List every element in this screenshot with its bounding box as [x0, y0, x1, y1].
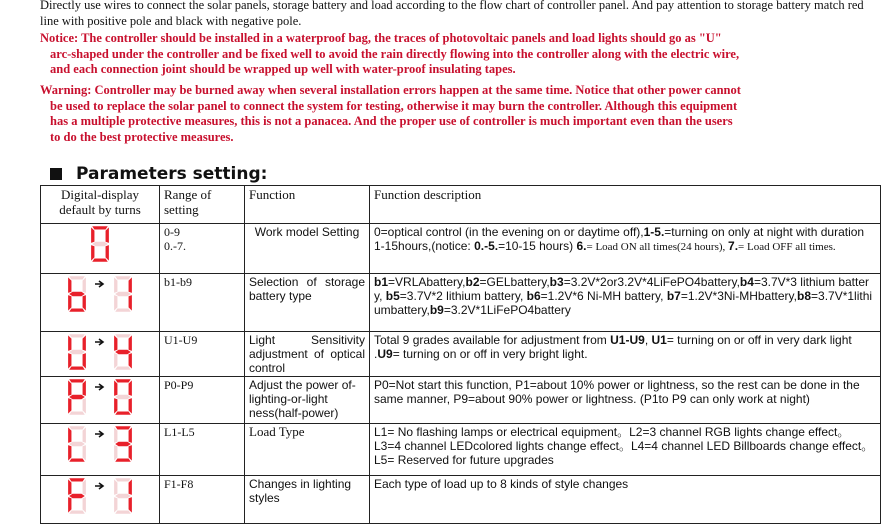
segment-digit-icon: [86, 224, 114, 264]
segment: [115, 478, 131, 481]
description-cell: [370, 274, 881, 332]
segment: [115, 350, 131, 354]
segment: [68, 277, 71, 293]
segment-digit-icon: [63, 424, 91, 464]
notice-line: arc-shaped under the controller and be fixed well to avoid the rain directly flowing into the controller along with the electric wire,: [50, 46, 740, 61]
segment: [83, 353, 86, 369]
segment: [69, 292, 85, 296]
segment: [69, 395, 85, 399]
segment: [68, 427, 71, 443]
function-cell: Load Type: [245, 424, 370, 476]
table-row: [41, 377, 881, 424]
segment: [115, 494, 131, 498]
segment: [115, 426, 131, 429]
desc-key: 7.: [728, 239, 739, 253]
desc-text: Total 9 grades available for adjustment from: [374, 333, 611, 347]
warning-line: to do the best protective measures.: [50, 129, 234, 144]
segment: [69, 411, 85, 414]
desc-text: =GELbattery,: [479, 275, 550, 289]
description-cell: Each type of load up to 8 kinds of style changes: [370, 476, 881, 524]
segment: [69, 426, 85, 429]
desc-key: b4: [739, 275, 754, 289]
seven-segment-display: [41, 274, 159, 314]
segment: [129, 497, 132, 513]
desc-key: 0.-5.: [474, 239, 499, 253]
segment: [69, 494, 85, 498]
segment: [114, 277, 117, 293]
description-cell: [370, 332, 881, 377]
warning-line: Warning: Controller may be burned away when several installation errors happen at the same time. Notice that other power cannot: [40, 83, 741, 97]
segment: [114, 479, 117, 495]
table-header-row: [41, 186, 881, 224]
segment: [114, 295, 117, 311]
range-cell: P0-P9: [160, 377, 245, 424]
desc-text: = Load OFF all times.: [738, 241, 836, 253]
segment: [115, 276, 131, 279]
segment: [69, 334, 85, 337]
segment-digit-icon: [109, 424, 137, 464]
desc-text: ,: [644, 333, 652, 347]
segment: [83, 479, 86, 495]
description-cell: P0=Not start this function, P1=about 10% power or lightness, so the rest can be done in the same manner, P9=about 90% power or lightness. (P1to P9 can only work at night): [370, 377, 881, 424]
warning-paragraph: [40, 83, 885, 145]
range-cell: 0-9 0.-7.: [160, 224, 245, 274]
segment: [83, 380, 86, 396]
segment: [114, 445, 117, 461]
seven-segment-display: [41, 476, 159, 516]
desc-key: U1: [651, 333, 667, 347]
arrow-right-icon: [94, 332, 106, 372]
segment: [68, 497, 71, 513]
segment: [129, 427, 132, 443]
segment: [114, 398, 117, 414]
segment: [129, 479, 132, 495]
segment: [83, 335, 86, 351]
header-function: Function: [245, 186, 370, 224]
section-title-text: Parameters setting:: [76, 164, 268, 184]
desc-text: = turning on or off in very bright light.: [392, 347, 588, 361]
segment: [115, 395, 131, 399]
segment: [69, 478, 85, 481]
segment: [68, 335, 71, 351]
seven-segment-display: [41, 424, 159, 464]
arrow-right-icon: [94, 274, 106, 314]
desc-text: 0=optical control (in the evening on or daytime off),: [374, 225, 644, 239]
segment: [114, 497, 117, 513]
arrow-right-icon: [94, 424, 106, 464]
header-description: Function description: [370, 186, 881, 224]
display-cell: [41, 424, 160, 476]
segment: [69, 442, 85, 446]
desc-text: =turning on only at night with duration 1-15hours,(notice:: [374, 225, 865, 253]
segment: [106, 245, 109, 261]
table-row: [41, 476, 881, 524]
segment: [106, 227, 109, 243]
segment-digit-icon: [109, 377, 137, 417]
segment: [68, 398, 71, 414]
segment: [115, 292, 131, 296]
segment: [83, 445, 86, 461]
desc-text: = Load ON all times(24 hours),: [586, 241, 729, 253]
arrow-right-icon: [94, 377, 106, 417]
segment: [129, 353, 132, 369]
desc-text: =10-15 hours): [498, 239, 577, 253]
desc-text: =3.7V*2 lithium battery,: [399, 289, 527, 303]
segment: [115, 458, 131, 461]
desc-key: b8: [797, 289, 812, 303]
segment: [68, 479, 71, 495]
segment: [129, 277, 132, 293]
segment: [92, 242, 108, 246]
display-cell: [41, 377, 160, 424]
parameters-table: [40, 185, 881, 524]
segment: [69, 276, 85, 279]
segment-digit-icon: [63, 332, 91, 372]
desc-text: =1.2V*6 Ni-MH battery,: [540, 289, 667, 303]
segment: [83, 398, 86, 414]
segment: [69, 379, 85, 382]
display-cell: [41, 476, 160, 524]
segment: [91, 245, 94, 261]
segment: [68, 353, 71, 369]
segment-digit-icon: [109, 274, 137, 314]
desc-key: b3: [549, 275, 564, 289]
segment: [115, 366, 131, 369]
seven-segment-display: [41, 224, 159, 264]
desc-key: b1: [374, 275, 389, 289]
display-cell: [41, 274, 160, 332]
segment: [114, 380, 117, 396]
desc-key: b2: [465, 275, 480, 289]
header-range: Range of setting: [160, 186, 245, 224]
header-display: Digital-display default by turns: [41, 186, 160, 224]
desc-key: b5: [385, 289, 400, 303]
desc-key: b7: [666, 289, 681, 303]
display-cell: [41, 332, 160, 377]
segment: [69, 350, 85, 354]
segment: [129, 295, 132, 311]
segment: [69, 458, 85, 461]
display-cell: [41, 224, 160, 274]
segment: [115, 442, 131, 446]
notice-line: Notice: The controller should be installed in a waterproof bag, the traces of photovoltaic panels and load lights should go as "U": [40, 31, 722, 45]
desc-text: =1.2V*3Ni-MHbattery,: [680, 289, 797, 303]
desc-key: 6.: [576, 239, 587, 253]
desc-key: U9: [377, 347, 393, 361]
range-cell: L1-L5: [160, 424, 245, 476]
function-cell: Work model Setting: [245, 224, 370, 274]
section-title: [50, 164, 267, 184]
segment-digit-icon: [63, 377, 91, 417]
segment: [129, 445, 132, 461]
segment: [68, 380, 71, 396]
segment: [83, 277, 86, 293]
function-cell: Changes in lighting styles: [245, 476, 370, 524]
segment: [115, 334, 131, 337]
segment: [129, 335, 132, 351]
range-cell: F1-F8: [160, 476, 245, 524]
segment: [69, 308, 85, 311]
desc-key: b9: [429, 303, 444, 317]
segment-digit-icon: [63, 476, 91, 516]
table-row: [41, 424, 881, 476]
square-bullet-icon: [50, 168, 62, 180]
desc-text: =3.7V*1lithiumbattery,: [374, 289, 873, 317]
segment: [68, 445, 71, 461]
segment: [115, 411, 131, 414]
warning-line: be used to replace the solar panel to connect the system for testing, otherwise it may burn the controller. Although this equipment: [50, 98, 738, 113]
segment: [83, 427, 86, 443]
table-row: [41, 224, 881, 274]
notice-paragraph: [40, 31, 885, 78]
function-cell: Light Sensitivity adjustment of optical control: [245, 332, 370, 377]
range-cell: b1-b9: [160, 274, 245, 332]
description-cell: [370, 224, 881, 274]
table-row: [41, 274, 881, 332]
desc-text: =VRLAbattery,: [388, 275, 466, 289]
segment: [129, 398, 132, 414]
function-cell: Adjust the power of-lighting-or-light ness(half-power): [245, 377, 370, 424]
desc-text: =3.2V*2or3.2V*4LiFePO4battery,: [563, 275, 740, 289]
arrow-right-icon: [94, 476, 106, 516]
segment: [68, 295, 71, 311]
segment: [115, 510, 131, 513]
warning-line: has a multiple protective measures, this is not a panacea. And the proper use of controller is much important even than the users: [50, 114, 733, 128]
desc-key: 1-5.: [643, 225, 665, 239]
desc-text: =3.7V*3 lithium battery,: [374, 275, 870, 303]
segment-digit-icon: [109, 476, 137, 516]
segment: [92, 258, 108, 261]
desc-text: = turning on or off in very dark light .: [374, 333, 852, 361]
seven-segment-display: [41, 377, 159, 417]
intro-text: Directly use wires to connect the solar panels, storage battery and load according to the flow chart of controller panel. And pay attention to storage battery match red line with positive pole and black with negative pole.: [40, 0, 864, 28]
description-cell: L1= No flashing lamps or electrical equipment。L2=3 channel RGB lights change effect。L3=4 channel LEDcolored lights change effect。L4=4 channel LED Billboards change effect。L5= Reserved for future upgrades: [370, 424, 881, 476]
segment-digit-icon: [63, 274, 91, 314]
seven-segment-display: [41, 332, 159, 372]
segment: [114, 427, 117, 443]
desc-text: =3.2V*1LiFePO4battery: [443, 303, 571, 317]
segment: [115, 379, 131, 382]
segment: [69, 510, 85, 513]
segment: [114, 353, 117, 369]
segment: [114, 335, 117, 351]
segment: [129, 380, 132, 396]
notice-line: and each connection joint should be wrapped up well with water-proof insulating tapes.: [50, 62, 516, 76]
segment-digit-icon: [109, 332, 137, 372]
segment: [115, 308, 131, 311]
segment: [69, 366, 85, 369]
segment: [83, 497, 86, 513]
table-row: [41, 332, 881, 377]
desc-key: b6: [526, 289, 541, 303]
segment: [83, 295, 86, 311]
desc-key: U1-U9: [610, 333, 645, 347]
segment: [92, 226, 108, 229]
function-cell: Selection of storage battery type: [245, 274, 370, 332]
segment: [91, 227, 94, 243]
range-cell: U1-U9: [160, 332, 245, 377]
